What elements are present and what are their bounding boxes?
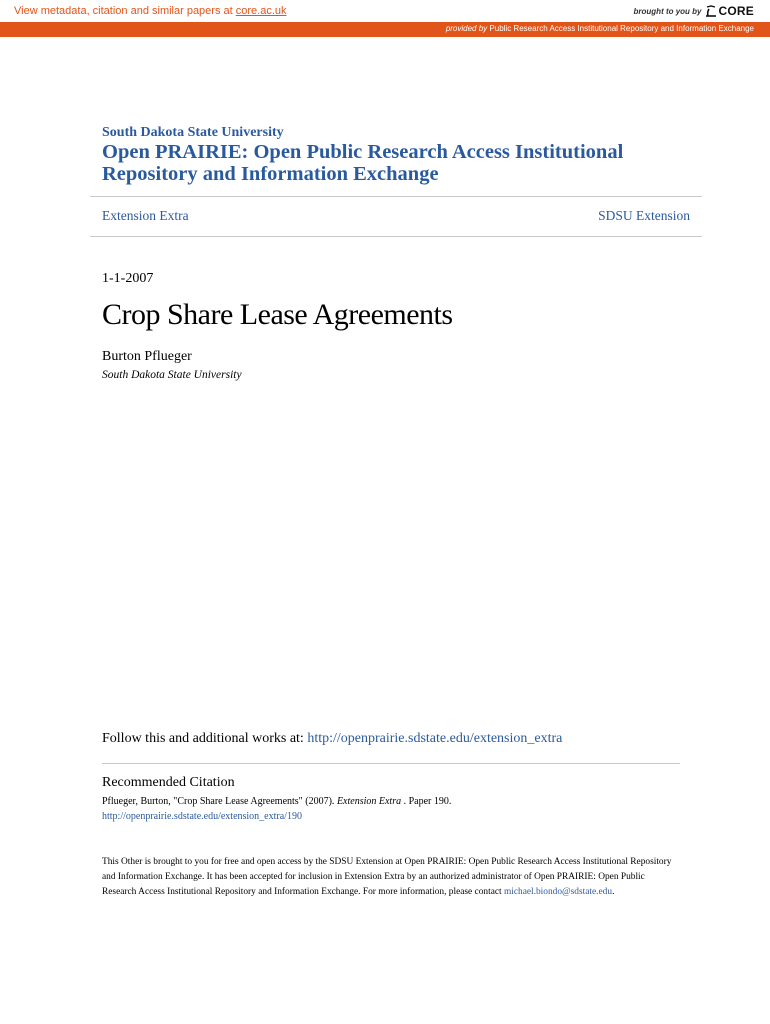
- follow-url-link[interactable]: http://openprairie.sdstate.edu/extension_extra: [307, 731, 563, 746]
- citation-text-start: Pflueger, Burton, "Crop Share Lease Agreements" (2007).: [102, 796, 335, 807]
- citation-url-link[interactable]: http://openprairie.sdstate.edu/extension_extra/190: [102, 811, 302, 822]
- brought-to-you-by[interactable]: [634, 4, 754, 18]
- access-notice: [102, 855, 672, 900]
- core-logo-icon: [705, 5, 717, 18]
- provided-by-text: Public Research Access Institutional Repository and Information Exchange: [489, 24, 754, 33]
- author-affiliation: South Dakota State University: [102, 369, 242, 381]
- follow-works: [102, 731, 562, 747]
- institution-name[interactable]: South Dakota State University: [102, 125, 284, 140]
- brought-to-you-text: brought to you by: [633, 6, 702, 16]
- notice-end: .: [612, 887, 615, 897]
- divider-top: [90, 196, 702, 197]
- provided-by[interactable]: [446, 24, 754, 33]
- divider-citation: [102, 763, 680, 764]
- series-link-sdsu-extension[interactable]: SDSU Extension: [598, 208, 690, 223]
- provided-by-label: provided by: [445, 24, 488, 33]
- follow-label: Follow this and additional works at:: [102, 731, 304, 746]
- citation-text-end: . Paper 190.: [403, 796, 452, 807]
- divider-bottom: [90, 236, 702, 237]
- series-link-extension-extra[interactable]: Extension Extra: [102, 208, 189, 223]
- publication-date: 1-1-2007: [102, 271, 154, 286]
- citation-journal: Extension Extra: [336, 796, 402, 807]
- repository-title[interactable]: Open PRAIRIE: Open Public Research Access Institutional Repository and Information Exchange: [102, 141, 624, 185]
- document-title: Crop Share Lease Agreements: [102, 298, 453, 331]
- notice-text: This Other is brought to you for free and open access by the SDSU Extension at Open PRAIRIE: Open Public Research Access Institutional Repository and Information Exchange. It has been accepted for inclusion in Extension Extra by an authorized administrator of Open PRAIRIE: Open Public Research Access Institutional Repository and Information Exchange. For more information, please contact: [102, 857, 672, 897]
- recommended-citation-heading: Recommended Citation: [102, 775, 235, 790]
- citation-text: [102, 796, 451, 807]
- core-banner: [0, 0, 770, 22]
- core-ac-uk-link[interactable]: core.ac.uk: [235, 5, 287, 17]
- core-logo-text: CORE: [718, 4, 754, 18]
- metadata-notice: [14, 5, 287, 17]
- core-provider-bar: [0, 22, 770, 37]
- contact-email-link[interactable]: michael.biondo@sdstate.edu: [503, 887, 613, 897]
- metadata-text: View metadata, citation and similar papers at: [14, 5, 233, 17]
- author-name: Burton Pflueger: [102, 349, 192, 364]
- core-logo[interactable]: [705, 4, 754, 18]
